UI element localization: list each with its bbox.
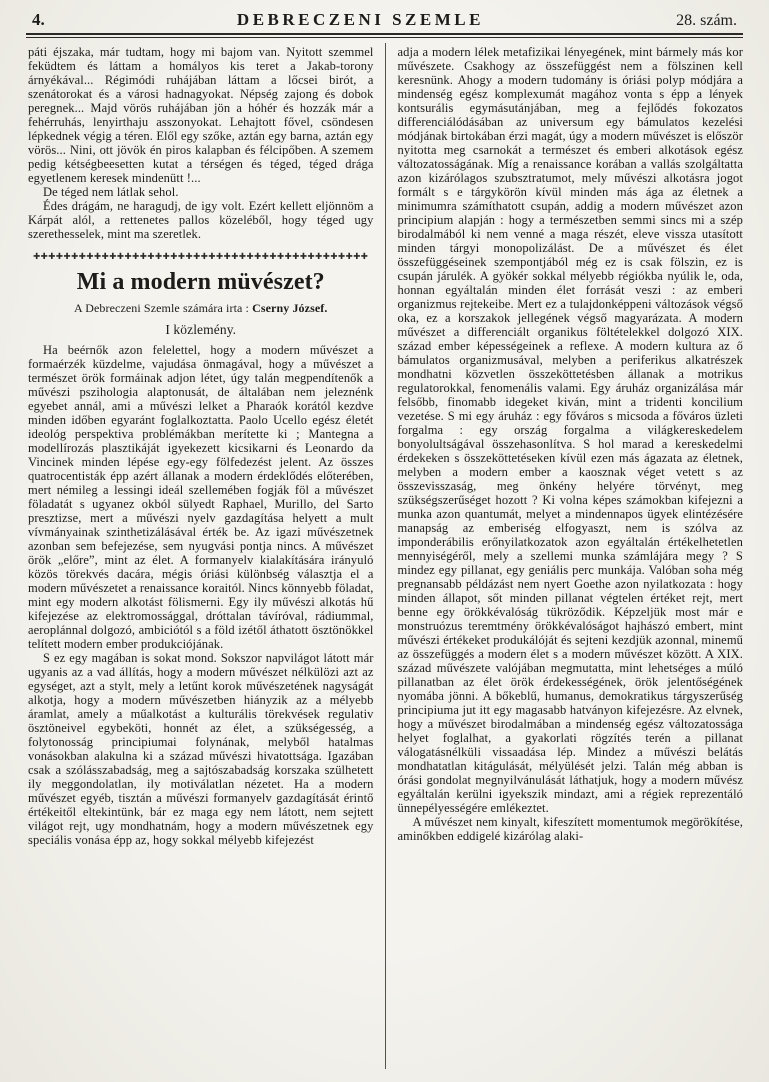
article-paragraph: S ez egy magában is sokat mond. Sokszor napvilágot látott már ugyanis az a vad állítás, hogy a modern művészet nélkülözi azt az egységet, azt a stylt, mely a letűnt korok művészetének nagyságát alkotja, hogy a modern művészetben hiányzik az a mélyebb áramlat, amely a műalkotást a kulturális törekvések regulativ ösztöneivel egybeköti, honnét az élet, a szükségesség, a folytonosság principiumai folynának, melyből hatalmas vonásokban alakulna ki a század művészi hivatottsága. Igazában csak a szólásszabadság, meg a sajtószabadság korszaka szülhetett ily meggondolatlan, ily motiválatlan nézetet. Ha a modern művészet egyéb, tisztán a művészi formanyelv gazdagítását érintő értékeitől eltekintünk, bár ez maga egy nem látott, nem sejtett világot rejt, ugy mondhatnám, hogy a modern művészetnek egy speciális vonása épp az, hogy sokkal mélyebb kifejezést [28, 651, 374, 847]
article-byline [28, 301, 374, 315]
continuation-paragraph: De téged nem látlak sehol. [43, 185, 179, 199]
issue-number: 28. szám. [676, 12, 737, 29]
article-paragraph: adja a modern lélek metafizikai lényegének, mint bármely más kor művészete. Csakhogy az összefüggést nem a fölszinen kell keresnünk. Ahogy a modern tudomány is óriási polyp módjára a mindenség egész komplexumát magához vonta s épp a lények kontsurális egymásutánjában, meg a fejlődés fokozatos differenciálódásában az universum egy bámulatos kezelési módjának birtokában érzi magát, úgy a modern művészet is először nyitotta meg csarnokát a természet és emberi alkotások egész változatosságának. Míg a renaissance korában a vallás szolgáltatta azon kizárólagos szubsztratumot, mely művészi alkotásra jogot formált s e tárgykörön kívül minden más ága az életnek a minimumra számíthatott csupán, addig a modern művészet azon principium alapján : hogy a természetben semmi sincs mi a szép birodalmából ki nem venné a maga részét, eleve vissza utasított minden tárgyi monopolizálást. De a művészet és élet összefüggéseinek szempontjából még ez is csak fölszin, ez is csupán járulék. A gyökér sokkal mélyebb régiókba nyúlik le, oda, honnan egyáltalán minden élet forrását veszi : az emberi organizmus rejtekeibe. Mert ez a tulajdonképpeni változások végső oka, ez a korszakok jellegének végső magyarázata. A modern művészet a differenciált organikus föltételekkel dolgozó XIX. század ember képességeinek a reflexe. A modern kultura az ő bámulatos organizmusával, melyben a periferikus alkatrészek mondhatni közvetlen összeköttetésben állanak a motrikus regulatorokkal, fenomenális valami. Egy áruház organizálása már felsőbb, finomabb idegeket kiván, mint a tridenti koncilium vezetése. S mi egy áruház : egy főváros s micsoda a főváros üzleti forgalma : egy ország forgalma a világkereskedelem bonyolultságával összehasonlítva. S hol marad a kereskedelmi érdekeken s összeköttetéseken kívül ezen más ágazata az életnek, melyben a modern ember a kaosznak véget vetett s az összevisszaság, meg önkény helyére törvényt, meg szükségszerűséget hozott ? Ki volna képes számokban kifejezni a munka azon quantumát, melyet a mindennapos ügyek elintézésére manapság az emberiség elfogyaszt, nem is szólva az imponderábilis erőnyilatkozatok azon egyáltalán értékelhetetlen mennyiségéről, mely a szellemi munka számlájára megy ? S mindez egy pillanat, egy geniális perc munkája. Valóban soha még pregnansabb példázást nem nyert Goethe azon nyilatkozata : hogy minden állapot, sőt minden pillanat végtelen értéket rejt, mert benne egy örökkévalóság tükröződik. Képzeljük most már e monstruózus teremtmény örökkévalóságot hajhászó embert, mint művészi értékeket produkálóját és sejteni kezdjük azonnal, minemű az összefüggés a modern élet s a modern művészet között. A XIX. század művészete valójában megmutatta, mint lehetséges a múló pillanatban az élet örök érdekességének, örök jelentőségének nyomába jönni. A bőkeblű, humanus, demokratikus tárgyszerűség principiuma jut itt egy magasabb hatványon kifejezésre. Az elvnek, hogy a művészet birodalmában a mindenség egész változatossága helyet foglalhat, a gyakorlati rögzítés terén a pillanat válogatásnélküli vissaadása lép. Mindez a művészi belátás mondhatatlan kitágulását, mélyülését jelzi. Talán még abban is órási gondolat megnyilvánulását láthatjuk, hogy a modern művész egyáltalán kerülni igyekszik mindazt, ami a régiek reprezentáló ünnepélyességére emlékeztet. [397, 45, 743, 815]
left-column [26, 43, 385, 1069]
byline-prefix: A Debreczeni Szemle számára irta : [74, 301, 249, 315]
text-columns [26, 43, 743, 1069]
decorative-separator: ✚✚✚✚✚✚✚✚✚✚✚✚✚✚✚✚✚✚✚✚✚✚✚✚✚✚✚✚✚✚✚✚✚✚✚✚✚✚✚✚✚✚✚✚ [33, 251, 369, 261]
masthead-rule [26, 33, 743, 38]
byline-author: Cserny József. [252, 301, 328, 315]
continuation-paragraph: páti éjszaka, már tudtam, hogy mi bajom van. Nyitott szemmel feküdtem és láttam a homályos kis teret a Jakab-torony árnyékával... Régimódi ruhájában láttam a lőcsei birót, a szenátorokat és a városi hadnagyokat. Népség zajong és dobok peregnek... Majd vörös ruhájában jön a hóhér és hozzák már a fehérruhás, lenyirthaju asszonyokat. Lehajtott fővel, csöndesen lépkednek végig a téren. Elől egy szőke, aztán egy barna, aztán egy vörös... Nini, ott jövök én piros kalapban és félcipőben. A szemem pedig kétségbeesetten kutat a térségen és téged, téged drága egyetlenem keresek mindenütt !... [28, 45, 374, 185]
continuation-paragraph: Édes drágám, ne haragudj, de igy volt. Ezért kellett eljönnöm a Kárpát alól, a rettenetes pallos közeléből, hogy téged ugy szerethesselek, mint ma szeretlek. [28, 199, 374, 241]
right-column [385, 43, 744, 1069]
article-paragraph: Ha beérnők azon felelettel, hogy a modern művészet a formaérzék küzdelme, vajudása önmagával, hogy a művészet a természet örök formáinak adjon létet, úgy talán megpendítenők a művészi pszihologia alaptonusát, de általában nem jeleznénk egyebet annál, ami a művészi lelket a Pharaók korától kezdve minden időben egyaránt foglalkoztatta. Paolo Ucello egész életét ideológ perspektiva problémákban merítette ki ; Mantegna a modellírozás plasztikáját igyekezett kicsikarni és Leonardo da Vincinek minden lépése egy-egy fölfedezést jelent. Az összes quatrocentisták épp azért állanak a modern érdeklődés előterében, mert némileg a lessingi ideál szellemében fogják föl a művészet föladatát s ugyanez okból sülyedt Raphael, Murillo, del Sarto presztizse, mert a művészi nyelv gazdagítása helyett a mult vívmányainak szinthetizálásával érték be. Az igazi művészetnek azonban sem befejezése, sem nyugvási pontja nincs. A művészet örök „előre”, mint az élet. A formanyelv kialakítására irányuló közös törekvés dacára, mégis óriási különbség választja el a modern művészetet a renaissance koraitól. Nincs könnyebb föladat, mint egy modern alkotást fölismerni. Egy ily művészi alkotás hű kifejezése az elektromossággal, dróttalan távíróval, rádiummal, aeroplánnal dolgozó, ambiciótól s a föld izétől áthatott ösztönökkel telített modern ember produkciójának. [28, 343, 374, 651]
page-number: 4. [32, 10, 45, 29]
section-heading: I közlemény. [165, 322, 237, 337]
article-paragraph: A művészet nem kinyalt, kifeszített momentumok megörökítése, aminőkben eddigelé kizárólag alaki- [397, 815, 743, 843]
article-title: Mi a modern müvészet? [76, 269, 325, 295]
journal-title: DEBRECZENI SZEMLE [236, 10, 484, 29]
masthead [26, 8, 743, 33]
